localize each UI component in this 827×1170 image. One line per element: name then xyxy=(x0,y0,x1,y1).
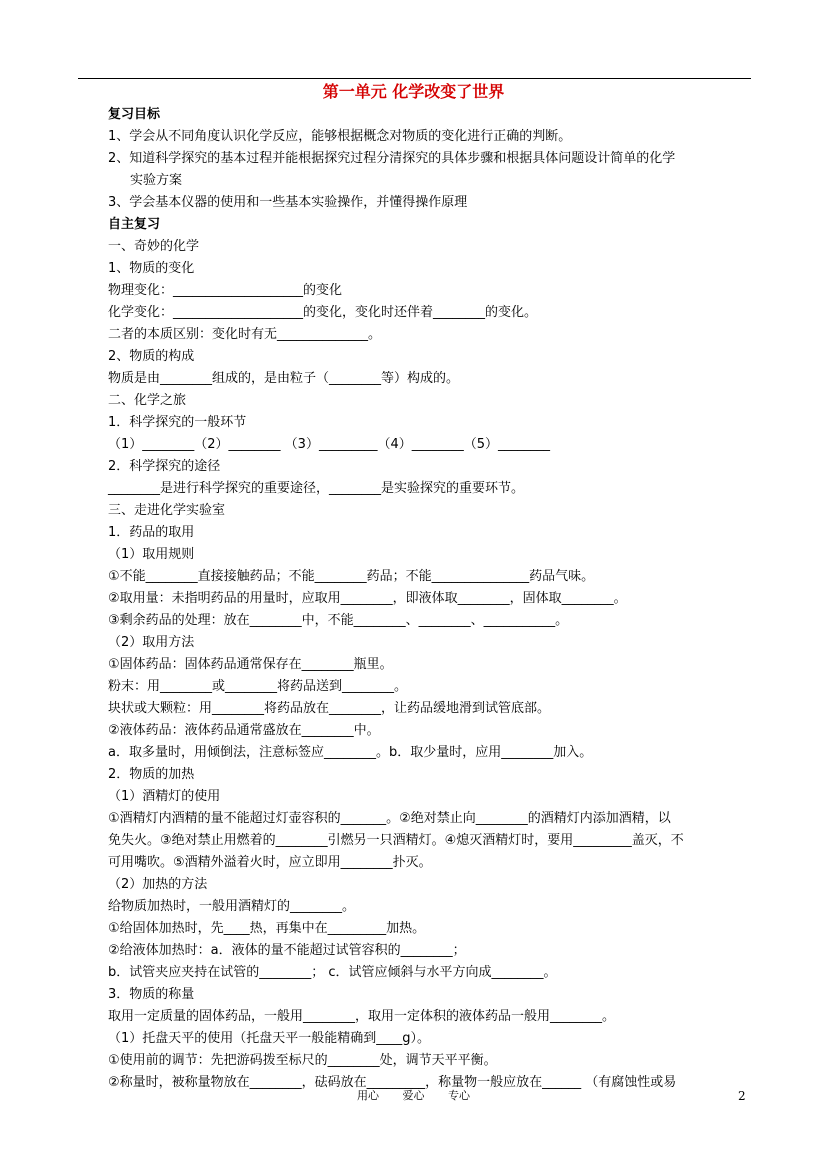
page-number: 2 xyxy=(738,1089,746,1103)
text-line: （1）取用规则 xyxy=(108,547,195,562)
text-line: （1）________（2）________ （3）_________（4）________（5）________ xyxy=(108,437,550,452)
text-line: ②取用量：未指明药品的用量时，应取用________，即液体取________，固体取________。 xyxy=(108,591,627,606)
text-line: 块状或大颗粒：用________将药品放在________，让药品缓地滑到试管底部。 xyxy=(108,701,551,716)
heading-self-review: 自主复习 xyxy=(108,217,161,232)
text-line: ②给液体加热时：a．液体的量不能超过试管容积的________； xyxy=(108,943,466,958)
text-line: 取用一定质量的固体药品，一般用________，取用一定体积的液体药品一般用________。 xyxy=(108,1009,616,1024)
section-1: 一、奇妙的化学 xyxy=(108,239,200,254)
footer-text: 专心 xyxy=(448,1089,470,1102)
text-line: ________是进行科学探究的重要途径，________是实验探究的重要环节。 xyxy=(108,481,525,496)
page-title: 第一单元 化学改变了世界 xyxy=(322,82,505,101)
footer-text: 用心 xyxy=(357,1089,379,1102)
text-line: ①酒精灯内酒精的量不能超过灯壶容积的_______。②绝对禁止向________的酒精灯内添加酒精，以 xyxy=(108,811,671,826)
text-line: ①固体药品：固体药品通常保存在________瓶里。 xyxy=(108,657,393,672)
text-line: 可用嘴吹。⑤酒精外溢着火时，应立即用________扑灭。 xyxy=(108,855,432,870)
header-rule xyxy=(78,78,751,79)
footer-text: 爱心 xyxy=(402,1089,425,1102)
text-line: 给物质加热时，一般用酒精灯的________。 xyxy=(108,899,356,914)
text-line: ②称量时，被称量物放在________，砝码放在_________，称量物一般应放在______ （有腐蚀性或易 xyxy=(108,1075,677,1090)
text-line: ③剩余药品的处理：放在________中，不能________、________、___________。 xyxy=(108,613,569,628)
text-line: 免失火。③绝对禁止用燃着的________引燃另一只酒精灯。④熄灭酒精灯时，要用_________盖灭，不 xyxy=(108,833,684,848)
goal-1: 1、学会从不同角度认识化学反应，能够根据概念对物质的变化进行正确的判断。 xyxy=(108,129,572,144)
page-footer xyxy=(0,1087,827,1105)
subsection-3-1: 1．药品的取用 xyxy=(108,525,195,540)
subsection-1-1: 1、物质的变化 xyxy=(108,261,195,276)
text-line: （1）酒精灯的使用 xyxy=(108,789,221,804)
goal-2-cont: 实验方案 xyxy=(130,173,183,188)
section-3: 三、走进化学实验室 xyxy=(108,503,226,518)
text-line: ①使用前的调节：先把游码拨至标尺的________处，调节天平平衡。 xyxy=(108,1053,497,1068)
goal-3: 3、学会基本仪器的使用和一些基本实验操作，并懂得操作原理 xyxy=(108,195,468,210)
text-line: （2）取用方法 xyxy=(108,635,195,650)
text-line: a．取多量时，用倾倒法，注意标签应________。b．取少量时，应用________加入。 xyxy=(108,745,593,760)
text-line: （1）托盘天平的使用（托盘天平一般能精确到____g）。 xyxy=(108,1031,431,1046)
document-body xyxy=(108,104,753,1094)
text-line: b．试管夹应夹持在试管的________； c．试管应倾斜与水平方向成________。 xyxy=(108,965,557,980)
text-line: 物理变化：____________________的变化 xyxy=(108,283,343,298)
heading-review-goals: 复习目标 xyxy=(108,107,161,122)
text-line: 二者的本质区别：变化时有无______________。 xyxy=(108,327,382,342)
section-2: 二、化学之旅 xyxy=(108,393,187,408)
text-line: 物质是由________组成的，是由粒子（________等）构成的。 xyxy=(108,371,460,386)
goal-2: 2、知道科学探究的基本过程并能根据探究过程分清探究的具体步骤和根据具体问题设计简单的化学 xyxy=(108,151,676,166)
subsection-2-2: 2．科学探究的途径 xyxy=(108,459,221,474)
subsection-3-3: 3．物质的称量 xyxy=(108,987,195,1002)
subsection-3-2: 2．物质的加热 xyxy=(108,767,195,782)
subsection-2-1: 1．科学探究的一般环节 xyxy=(108,415,247,430)
text-line: 化学变化：____________________的变化，变化时还伴着________的变化。 xyxy=(108,305,538,320)
text-line: （2）加热的方法 xyxy=(108,877,208,892)
text-line: ①不能________直接接触药品；不能________药品；不能_______________药品气味。 xyxy=(108,569,595,584)
text-line: ①给固体加热时，先____热，再集中在_________加热。 xyxy=(108,921,426,936)
text-line: 粉末：用________或________将药品送到________。 xyxy=(108,679,408,694)
subsection-1-2: 2、物质的构成 xyxy=(108,349,195,364)
text-line: ②液体药品：液体药品通常盛放在________中。 xyxy=(108,723,380,738)
